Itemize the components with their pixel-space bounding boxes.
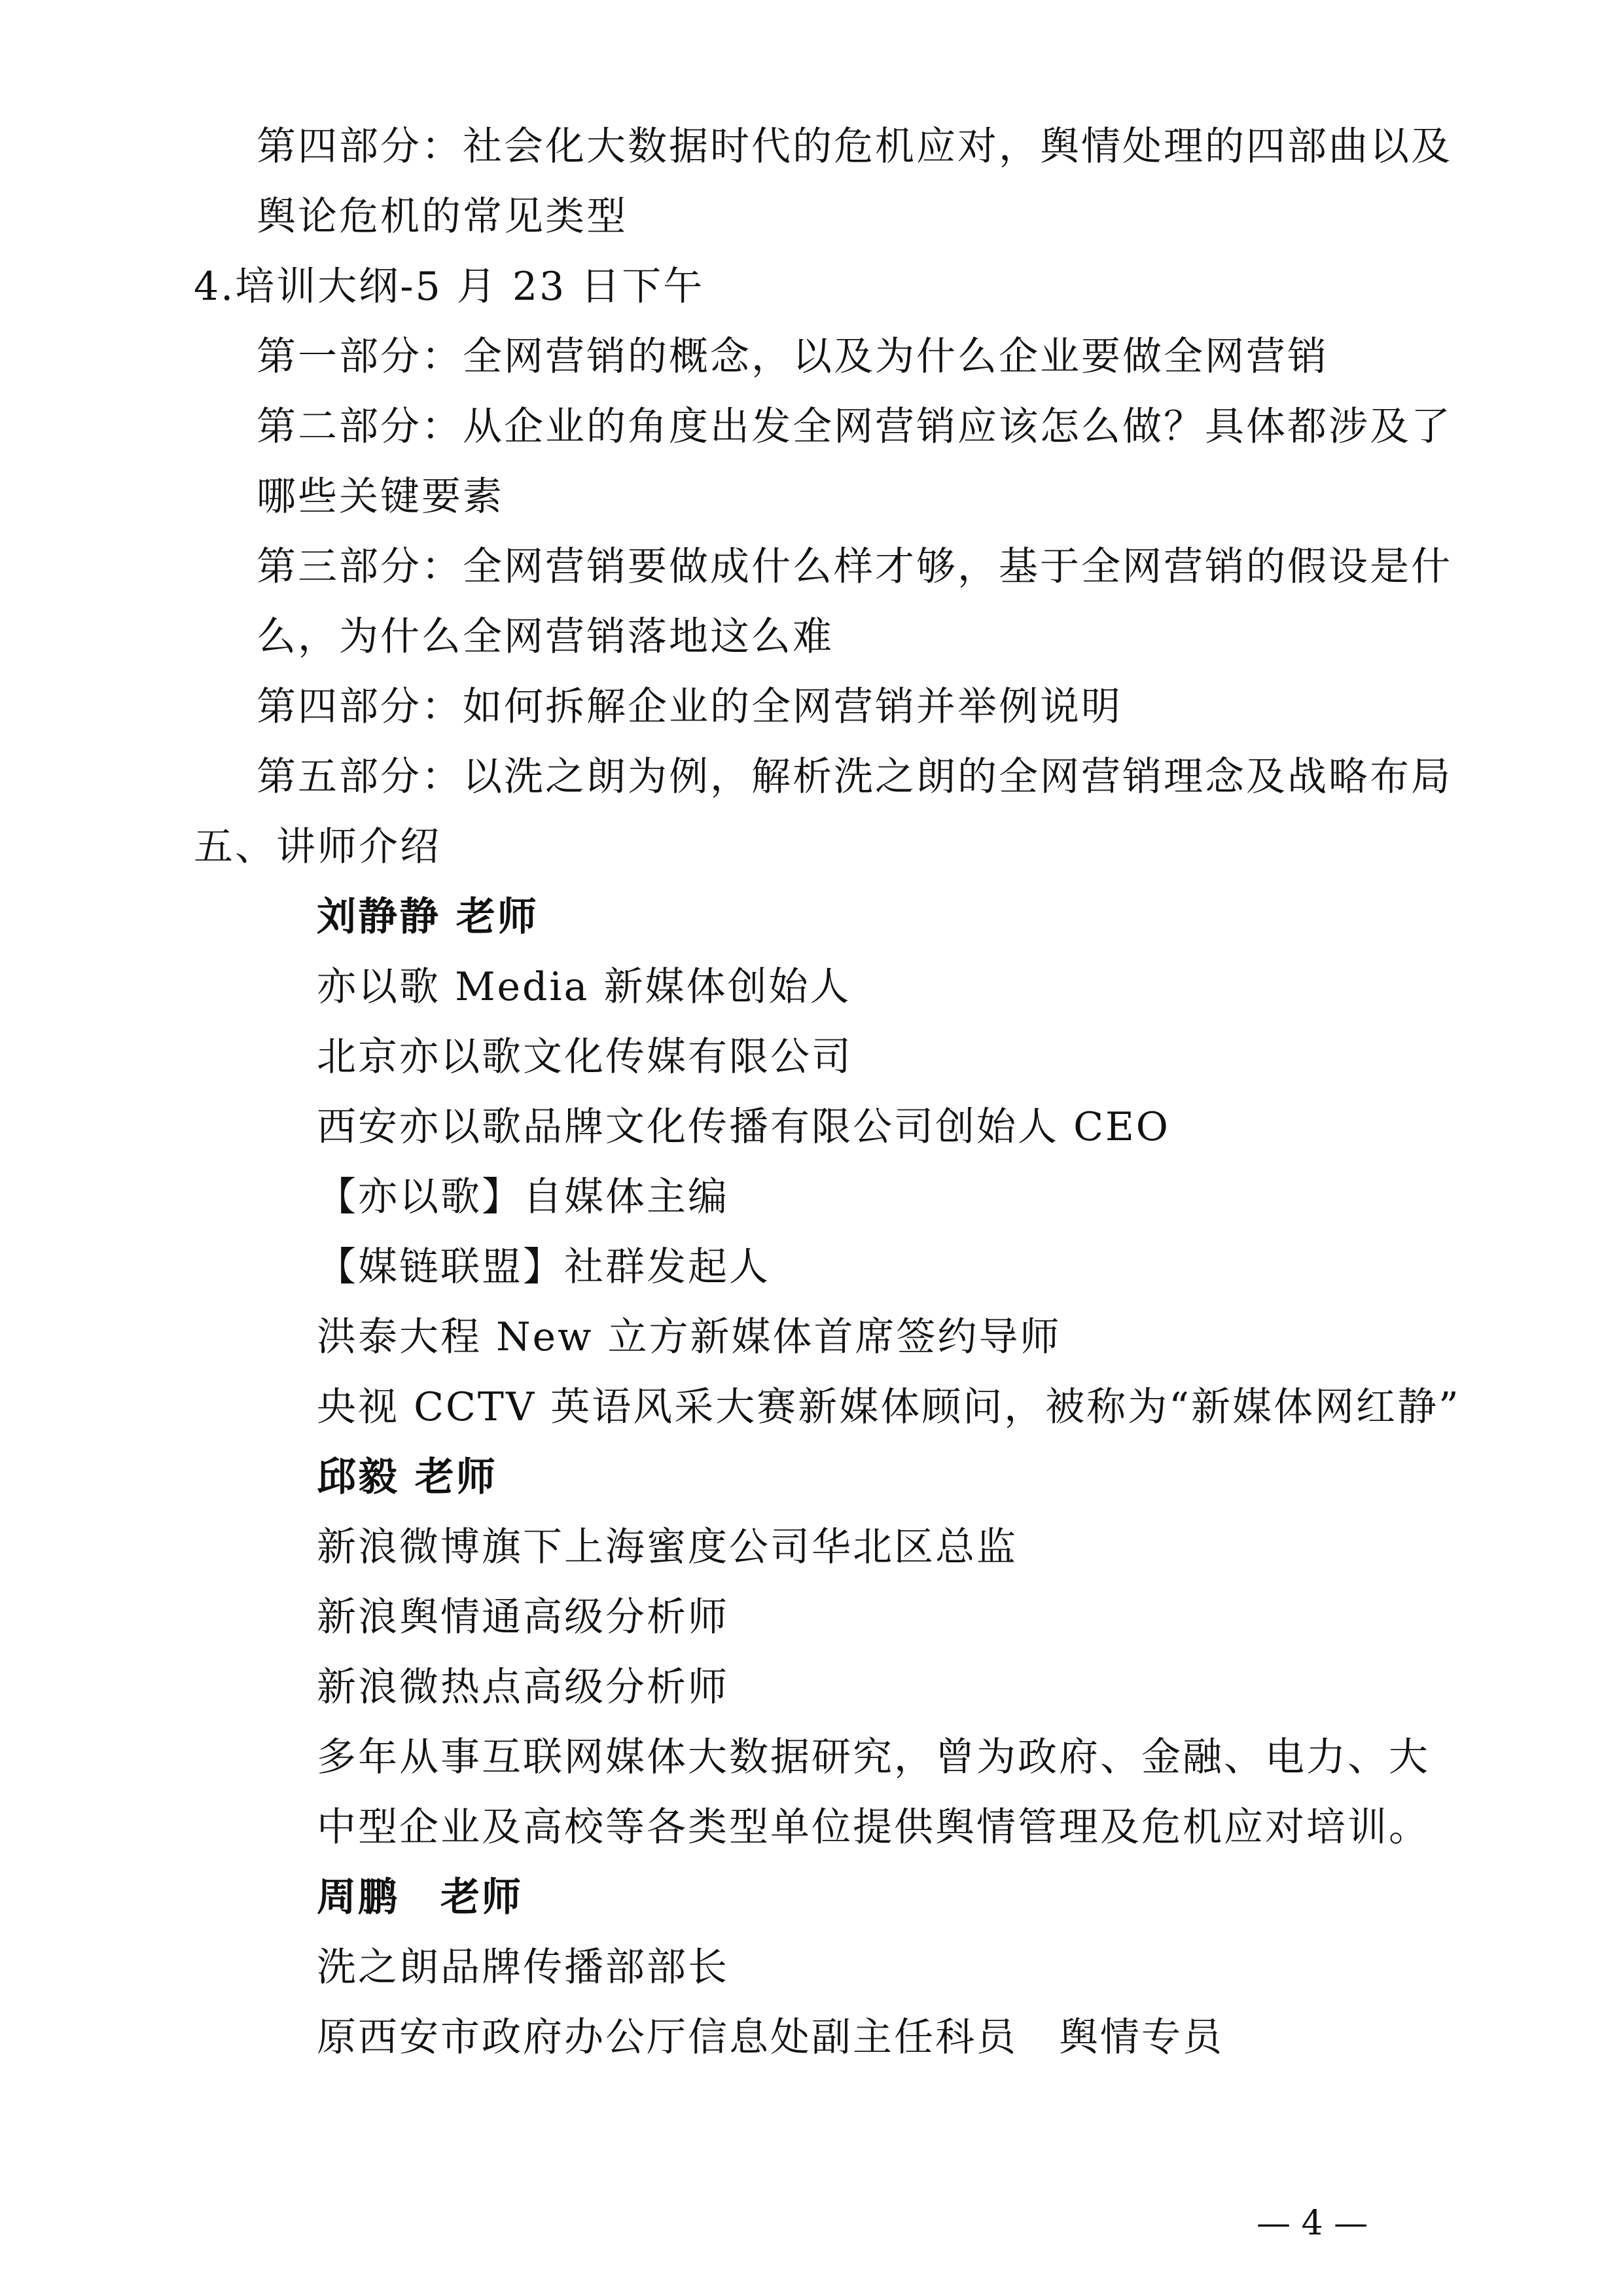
lecturer-line: 央视 CCTV 英语风采大赛新媒体顾问，被称为“新媒体网红静” [317,1384,1461,1430]
outline4-part3-line2: 么，为什么全网营销落地这么难 [257,614,834,660]
lecturer-line: 新浪微博旗下上海蜜度公司华北区总监 [317,1524,1018,1570]
lecturer-line: 原西安市政府办公厅信息处副主任科员 舆情专员 [317,2015,1224,2060]
part4-line1: 第四部分：社会化大数据时代的危机应对，舆情处理的四部曲以及 [257,124,1452,170]
outline4-part4: 第四部分：如何拆解企业的全网营销并举例说明 [257,684,1122,730]
lecturer-line: 西安亦以歌品牌文化传播有限公司创始人 CEO [317,1104,1170,1150]
lecturer-line: 多年从事互联网媒体大数据研究，曾为政府、金融、电力、大 [317,1734,1430,1780]
lecturer-name: 周鹏 老师 [317,1874,523,1920]
lecturer-line: 新浪微热点高级分析师 [317,1664,729,1710]
outline4-part3-line1: 第三部分：全网营销要做成什么样才够，基于全网营销的假设是什 [257,544,1452,590]
outline4-title: 4.培训大纲-5 月 23 日下午 [194,264,705,310]
lecturer-line: 中型企业及高校等各类型单位提供舆情管理及危机应对培训。 [317,1804,1430,1850]
page-number: — 4 — [1257,2204,1368,2243]
lecturer-line: 【亦以歌】自媒体主编 [317,1174,729,1220]
section5-title: 五、讲师介绍 [194,824,441,870]
lecturer-line: 洗之朗品牌传播部部长 [317,1945,729,1990]
part4-line2: 舆论危机的常见类型 [257,194,628,240]
lecturer-name: 邱毅 老师 [317,1454,497,1500]
lecturer-line: 亦以歌 Media 新媒体创始人 [317,964,851,1010]
lecturer-line: 新浪舆情通高级分析师 [317,1594,729,1640]
lecturer-line: 洪泰大程 New 立方新媒体首席签约导师 [317,1314,1061,1360]
lecturer-line: 北京亦以歌文化传媒有限公司 [317,1034,853,1080]
outline4-part2-line1: 第二部分：从企业的角度出发全网营销应该怎么做？具体都涉及了 [257,404,1452,450]
outline4-part1: 第一部分：全网营销的概念，以及为什么企业要做全网营销 [257,334,1329,380]
outline4-part2-line2: 哪些关键要素 [257,474,504,520]
lecturer-line: 【媒链联盟】社群发起人 [317,1244,770,1290]
outline4-part5: 第五部分：以洗之朗为例，解析洗之朗的全网营销理念及战略布局 [257,754,1452,800]
lecturer-name: 刘静静 老师 [317,894,539,940]
